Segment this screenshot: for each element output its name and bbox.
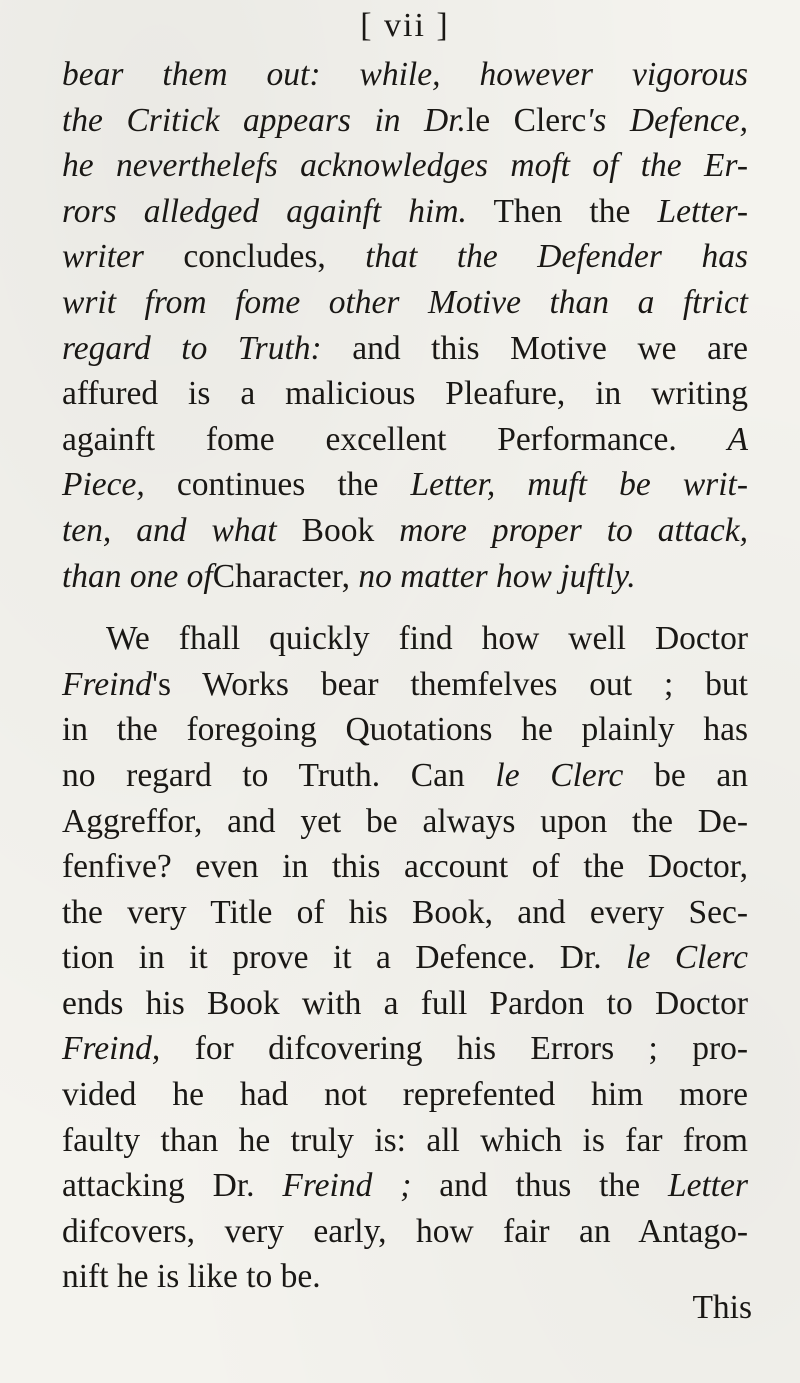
italic-run: the Critick appears in — [62, 101, 425, 139]
italic-run: rors alledged againft him. — [62, 192, 467, 230]
roman-run: for difcovering his Errors ; pro- — [160, 1030, 748, 1068]
text-line — [62, 98, 748, 144]
text-line — [62, 662, 748, 708]
text-line — [62, 143, 748, 189]
roman-run: 's Works bear themfelves out ; but — [151, 665, 748, 703]
italic-run: A — [727, 420, 748, 458]
italic-run: Defence, — [629, 101, 749, 139]
roman-run: and this Motive we are — [321, 329, 749, 367]
roman-run: tion in it prove it a Defence. Dr. — [62, 939, 627, 977]
roman-run: no regard to Truth. Can — [62, 756, 496, 794]
roman-run: Book — [276, 511, 400, 549]
roman-run: in the foregoing Quotations he plainly has — [62, 711, 748, 749]
roman-run: Aggreffor, and yet be always upon the De- — [62, 802, 748, 840]
roman-run: nift he is like to be. — [62, 1258, 321, 1296]
text-line — [62, 234, 748, 280]
paragraph-1 — [62, 52, 748, 599]
paragraph-2 — [62, 616, 748, 1300]
text-line — [62, 707, 748, 753]
italic-run: Freind ; — [282, 1167, 412, 1205]
roman-run: difcovers, very early, how fair an Antago- — [62, 1212, 748, 1250]
italic-run: he neverthelefs acknowledges moft of the Er- — [62, 147, 748, 185]
text-line — [62, 554, 748, 600]
italic-run: Freind — [62, 665, 152, 703]
italic-run: le Clerc — [495, 756, 624, 794]
text-line — [62, 616, 748, 662]
roman-run: Then the — [466, 192, 658, 230]
text-line — [62, 371, 748, 417]
text-line — [62, 189, 748, 235]
text-line — [62, 508, 748, 554]
text-line — [62, 462, 748, 508]
text-line — [62, 1254, 748, 1300]
roman-run: Character, — [212, 557, 350, 595]
italic-run: Letter — [667, 1167, 749, 1205]
italic-run: Letter- — [657, 192, 748, 230]
text-line — [62, 981, 748, 1027]
text-line — [62, 1026, 748, 1072]
text-line — [62, 1118, 748, 1164]
text-line — [62, 753, 748, 799]
italic-run: 's — [586, 101, 630, 139]
roman-run: faulty than he truly is: all which is far from — [62, 1121, 748, 1159]
text-line — [62, 326, 748, 372]
text-line — [62, 1209, 748, 1255]
text-line — [62, 1163, 748, 1209]
italic-run: Freind, — [62, 1030, 161, 1068]
page-number-heading: [ vii ] — [360, 7, 450, 44]
italic-run: than one of — [62, 557, 213, 595]
text-line — [62, 799, 748, 845]
text-line — [62, 844, 748, 890]
roman-run: attacking Dr. — [62, 1167, 283, 1205]
roman-run: concludes, — [143, 238, 366, 276]
roman-run: the very Title of his Book, and every Sec- — [62, 893, 748, 931]
italic-run: that the Defender has — [365, 238, 748, 276]
italic-run: Dr. — [424, 101, 466, 139]
roman-run: le — [465, 101, 514, 139]
text-line — [62, 890, 748, 936]
body-text — [62, 52, 748, 1300]
italic-run: Piece, — [62, 466, 145, 504]
roman-run: Clerc — [513, 101, 587, 139]
roman-run: be an — [623, 756, 748, 794]
italic-run: writ from fome other Motive than a ftrict — [62, 283, 748, 321]
roman-run: againft fome excellent Performance. — [62, 420, 728, 458]
italic-run: no matter how juftly. — [349, 557, 636, 595]
roman-run: affured is a malicious Pleafure, in writing — [62, 375, 748, 413]
italic-run: ten, and what — [62, 511, 277, 549]
italic-run: more proper to attack, — [399, 511, 749, 549]
text-line — [62, 52, 748, 98]
italic-run: Letter, muft be writ- — [410, 466, 748, 504]
text-line — [62, 417, 748, 463]
roman-run: and thus the — [411, 1167, 668, 1205]
roman-run: ends his Book with a full Pardon to Doctor — [62, 984, 748, 1022]
italic-run: bear them out: while, however vigorous — [62, 56, 748, 93]
text-line — [62, 1072, 748, 1118]
italic-run: regard to Truth: — [62, 329, 322, 367]
italic-run: writer — [62, 238, 144, 276]
catchword: This — [692, 1289, 752, 1326]
italic-run: le Clerc — [626, 939, 749, 977]
text-line — [62, 280, 748, 326]
text-line — [62, 935, 748, 981]
roman-run: continues the — [144, 466, 411, 504]
roman-run: fenfive? even in this account of the Doctor, — [62, 848, 748, 886]
roman-run: vided he had not reprefented him more — [62, 1076, 748, 1114]
roman-run: We fhall quickly find how well Doctor — [106, 620, 748, 658]
